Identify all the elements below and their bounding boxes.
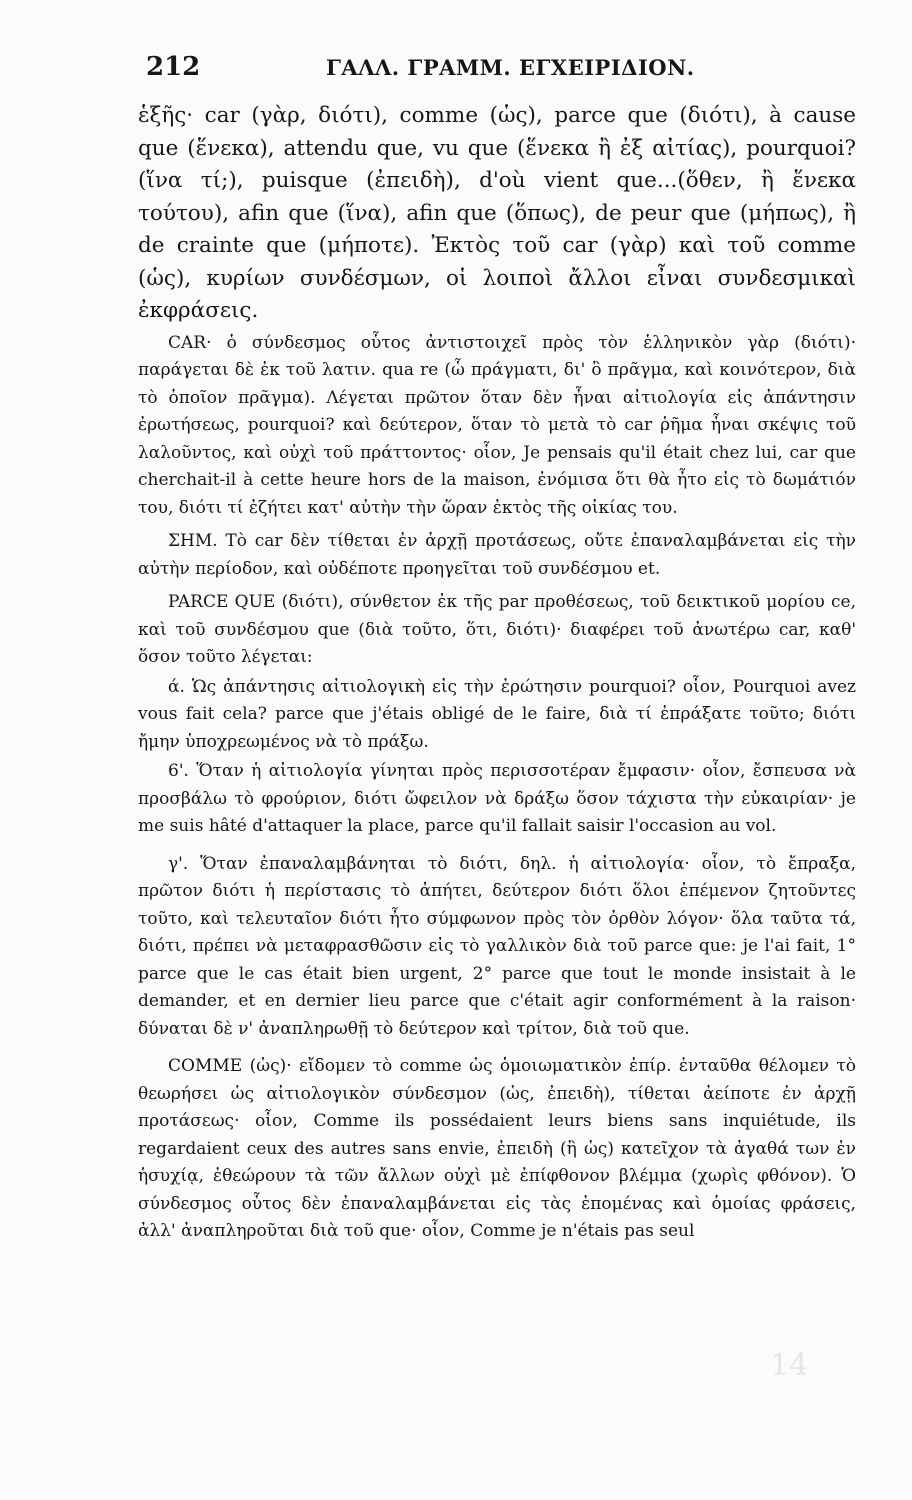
paragraph-case-a: ά. Ὡς ἀπάντησις αἰτιολογικὴ εἰς τὴν ἐρώτησιν pourquoi? οἷον, Pourquoi avez vous fait cela? parce que j'étais obligé de le faire, διὰ τί ἐπράξατε τοῦτο; διότι ἤμην ὑποχρεωμένος νὰ τὸ πράξω. (138, 676, 856, 752)
paragraph-comme: COMME (ὡς)· εἴδομεν τὸ comme ὡς ὁμοιωματικὸν ἐπίρ. ἐνταῦθα θέλομεν τὸ θεωρήσει ὡς αἰτιολογικὸν σύνδεσμον (ὡς, ἐπειδὴ), τίθεται ἀείποτε ἐν ἀρχῇ προτάσεως· οἷον, Comme ils possédaient leurs biens sans inquiétude, ils regardaient ceux des autres sans envie, ἐπειδὴ (ἢ ὡς) κατεῖχον τὰ ἀγαθά των ἐν ἡσυχίᾳ, ἐθεώρουν τὰ τῶν ἄλλων οὐχὶ μὲ ἐπίφθονον βλέμμα (χωρὶς φθόνον). Ὁ σύνδεσμος οὗτος δὲν ἐπαναλαμβάνεται εἰς τὰς ἑπομένας καὶ ὁμοίας φράσεις, ἀλλ' ἀναπληροῦται διὰ τοῦ que· οἷον, Comme je n'étais pas seul (138, 1056, 856, 1241)
text-block (138, 52, 856, 1246)
bleed-through-mark: 14 (770, 1348, 809, 1383)
paragraph-note: ΣΗΜ. Τὸ car δὲν τίθεται ἐν ἀρχῇ προτάσεως, οὔτε ἐπαναλαμβάνεται εἰς τὴν αὐτὴν περίοδον, καὶ οὐδέποτε προηγεῖται τοῦ συνδέσμου et. (138, 531, 856, 579)
paragraph-case-b: 6'. Ὅταν ἡ αἰτιολογία γίνηται πρὸς περισσοτέραν ἔμφασιν· οἷον, ἔσπευσα νὰ προσβάλω τὸ φρούριον, διότι ὤφειλον νὰ δράξω ὅσον τάχιστα τὴν εὐκαιρίαν· je me suis hâté d'attaquer la place, parce qu'il fallait saisir l'occasion au vol. (138, 761, 856, 836)
paragraph-car: CAR· ὁ σύνδεσμος οὗτος ἀντιστοιχεῖ πρὸς τὸν ἑλληνικὸν γὰρ (διότι)· παράγεται δὲ ἐκ τοῦ λατιν. qua re (ὧ πράγματι, δι' ὃ πρᾶγμα, καὶ κοινότερον, διὰ τὸ ὁποῖον πρᾶγμα). Λέγεται πρῶτον ὅταν δὲν ἦναι αἰτιολογία εἰς ἀπάντησιν ἐρωτήσεως, pourquoi? καὶ δεύτερον, ὅταν τὸ μετὰ τὸ car ῥῆμα ἦναι σκέψις τοῦ λαλοῦντος, καὶ οὐχὶ τοῦ πράττοντος· οἷον, Je pensais qu'il était chez lui, car que cherchait-il à cette heure hors de la maison, ἐνόμισα ὅτι θὰ ἦτο εἰς τὸ δωμάτιόν του, διότι τί ἐζήτει κατ' αὐτὴν τὴν ὥραν ἐκτὸς τῆς οἰκίας του. (138, 332, 856, 518)
paragraph-case-c: γ'. Ὅταν ἐπαναλαμβάνηται τὸ διότι, δηλ. ἡ αἰτιολογία· οἷον, τὸ ἔπραξα, πρῶτον διότι ἡ περίστασις τὸ ἀπήτει, δεύτερον διότι ὅλοι ἐπέμενον ζητοῦντες τοῦτο, καὶ τελευταῖον διότι ἦτο σύμφωνον πρὸς τὸν ὀρθὸν λόγον· ὅλα ταῦτα τά, διότι, πρέπει νὰ μεταφρασθῶσιν εἰς τὸ γαλλικὸν διὰ τοῦ parce que: je l'ai fait, 1° parce que le cas était bien urgent, 2° parce que tout le monde insistait à le demander, et en dernier lieu parce que c'était agir conformément à la raison· δύναται δὲ ν' ἀναπληρωθῇ τὸ δεύτερον καὶ τρίτον, διὰ τοῦ que. (138, 853, 856, 1039)
paragraph-conjunction-list: ἑξῆς· car (γὰρ, διότι), comme (ὡς), parce que (διότι), à cause que (ἕνεκα), attendu que, vu que (ἕνεκα ἢ ἐξ αἰτίας), pourquoi? (ἵνα τί;), puisque (ἐπειδὴ), d'où vient que...(ὅθεν, ἢ ἕνεκα τούτου), afin que (ἵνα), afin que (ὅπως), de peur que (μήπως), ἢ de crainte que (μήποτε). Ἐκτὸς τοῦ car (γὰρ) καὶ τοῦ comme (ὡς), κυρίων συνδέσμων, οἱ λοιποὶ ἄλλοι εἶναι συνδεσμικαὶ ἐκφράσεις. (138, 103, 856, 323)
running-header (138, 52, 856, 92)
page-number: 212 (146, 52, 201, 82)
paragraph-parce-que: PARCE QUE (διότι), σύνθετον ἐκ τῆς par προθέσεως, τοῦ δεικτικοῦ μορίου ce, καὶ τοῦ συνδέσμου que (διὰ τοῦτο, ὅτι, διότι)· διαφέρει τοῦ ἀνωτέρω car, καθ' ὅσον τοῦτο λέγεται: (138, 592, 856, 667)
running-title: ΓΑΛΛ. ΓΡΑΜΜ. ΕΓΧΕΙΡΙΔΙΟΝ. (326, 55, 695, 80)
